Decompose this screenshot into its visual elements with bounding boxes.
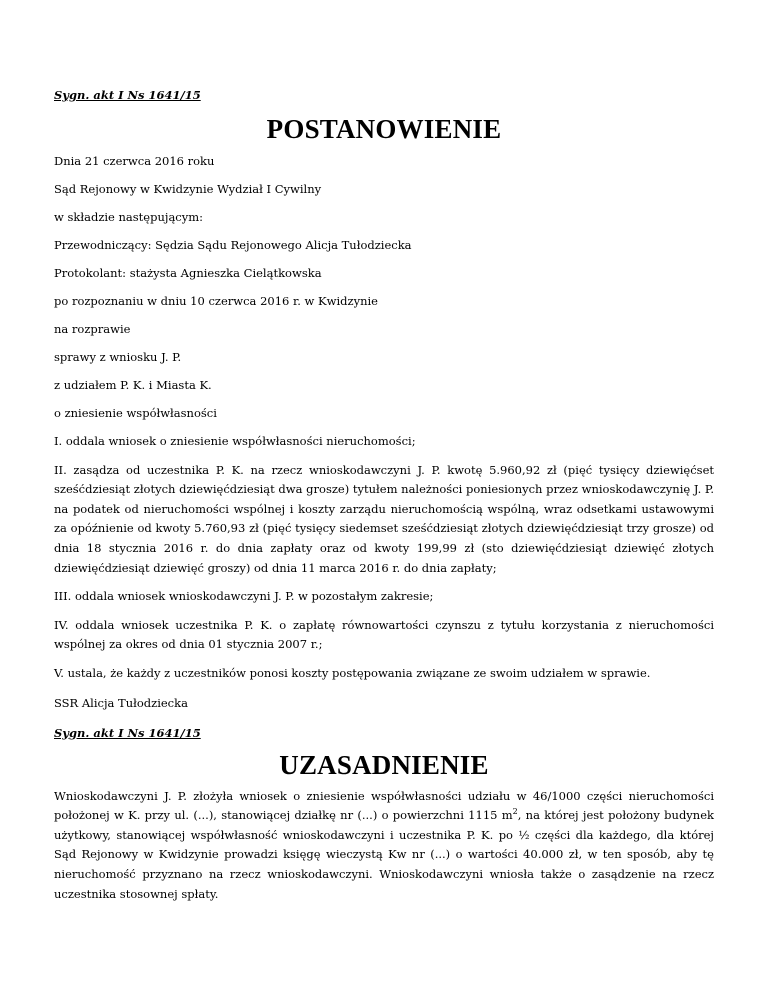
judge-signature: SSR Alicja Tułodziecka [54, 695, 188, 710]
case-applicant: sprawy z wniosku J. P. [54, 350, 182, 364]
case-participants: z udziałem P. K. i Miasta K. [54, 378, 212, 392]
case-reference-justification: Sygn. akt I Ns 1641/15 [54, 725, 201, 740]
hearing-type: na rozprawie [54, 322, 131, 336]
justification-text-part-2: , na której jest położony budynek użytkowy, stanowiącej współwłasność wnioskodawczyni i uczestnika P. K. po ½ części dla każdego, dla której Sąd Rejonowy w Kwidzynie prowadzi księgę wieczystą Kw nr (...) o wartości 40.000 zł, w ten sposób, aby tę nieruchomość przyznano na rzecz wnioskodawczyni. Wnioskodawczyni wniosła także o zasądzenie na rzecz uczestnika stosownej spłaty. [54, 808, 714, 901]
document-page [54, 88, 714, 904]
hearing-date: po rozpoznaniu w dniu 10 czerwca 2016 r. w Kwidzynie [54, 294, 378, 308]
ruling-item-5: V. ustala, że każdy z uczestników ponosi koszty postępowania związane ze swoim udziałem w sprawie. [54, 665, 651, 680]
court-composition: w składzie następującym: [54, 210, 204, 224]
ruling-item-1: I. oddala wniosek o zniesienie współwłasności nieruchomości; [54, 434, 416, 448]
ruling-item-4: IV. oddala wniosek uczestnika P. K. o zapłatę równowartości czynszu z tytułu korzystania z nieruchomości wspólnej za okres od dnia 01 stycznia 2007 r.; [54, 617, 714, 652]
justification-text-part-1: Wnioskodawczyni J. P. złożyła wniosek o zniesienie współwłasności udziału w 46/1000 części nieruchomości położonej w K. przy ul. (...), stanowiącej działkę nr (...) o powierzchni 1115 m [54, 788, 714, 823]
ruling-date: Dnia 21 czerwca 2016 roku [54, 154, 215, 168]
court-clerk: Protokolant: stażysta Agnieszka Cielątkowska [54, 266, 322, 280]
case-reference: Sygn. akt I Ns 1641/15 [54, 88, 201, 102]
ruling-item-3: III. oddala wniosek wnioskodawczyni J. P. w pozostałym zakresie; [54, 589, 434, 604]
presiding-judge: Przewodniczący: Sędzia Sądu Rejonowego Alicja Tułodziecka [54, 238, 412, 252]
court-name: Sąd Rejonowy w Kwidzynie Wydział I Cywilny [54, 182, 322, 196]
ruling-title: POSTANOWIENIE [266, 114, 502, 144]
justification-title: UZASADNIENIE [279, 749, 489, 780]
case-subject: o zniesienie współwłasności [54, 406, 217, 420]
ruling-item-2: II. zasądza od uczestnika P. K. na rzecz wnioskodawczyni J. P. kwotę 5.960,92 zł (pięć tysięcy dziewięćset sześćdziesiąt złotych dziewięćdziesiąt dwa grosze) tytułem należności poniesionych przez wnioskodawczynię J. P. na podatek od nieruchomości wspólnej i koszty zarządu nieruchomością wspólną, wraz odsetkami ustawowymi za opóźnienie od kwoty 5.760,93 zł (pięć tysięcy siedemset sześćdziesiąt złotych dziewięćdziesiąt trzy grosze) od dnia 18 stycznia 2016 r. do dnia zapłaty oraz od kwoty 199,99 zł (sto dziewięćdziesiąt dziewięć złotych dziewięćdziesiąt dziewięć groszy) od dnia 11 marca 2016 r. do dnia zapłaty; [54, 462, 714, 575]
justification-paragraph [54, 787, 714, 905]
superscript-two: 2 [512, 807, 518, 817]
